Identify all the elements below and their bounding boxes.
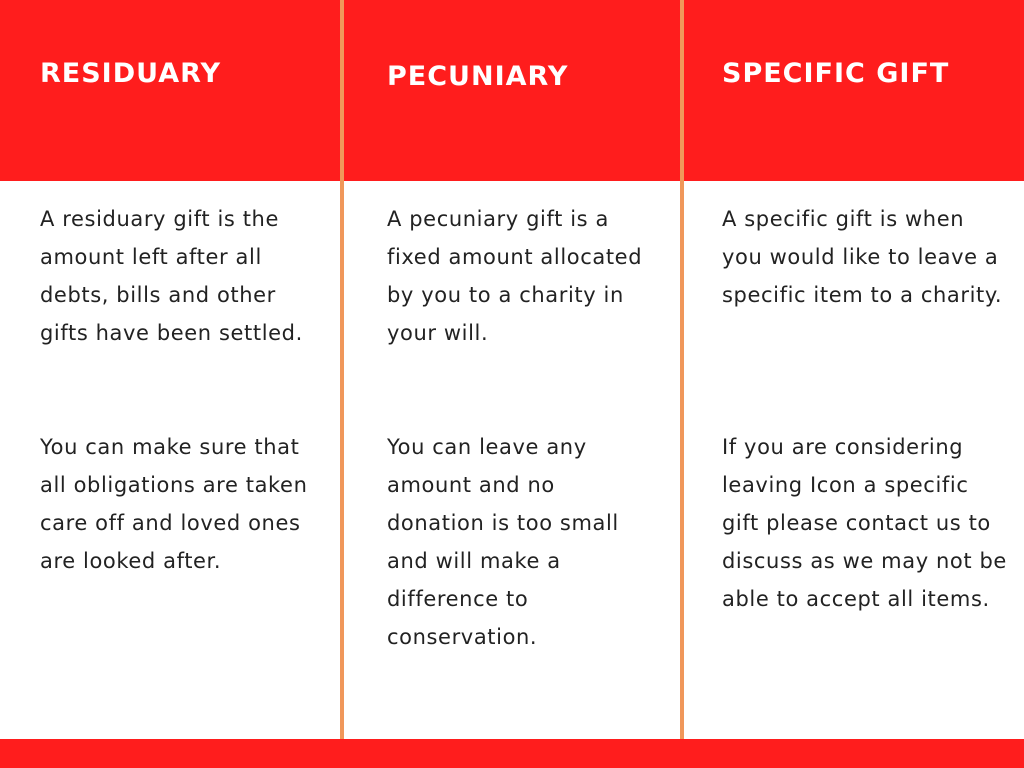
column-paragraph: A specific gift is when you would like to leave a specific item to a charity.: [722, 207, 1003, 307]
column-title: SPECIFIC GIFT: [722, 58, 950, 89]
column-paragraph: A residuary gift is the amount left after all debts, bills and other gifts have been settled.: [40, 207, 303, 345]
column-divider: [680, 0, 684, 739]
column-title: RESIDUARY: [40, 58, 221, 89]
column-divider: [340, 0, 344, 739]
column-title: PECUNIARY: [387, 61, 569, 92]
column-paragraph: A pecuniary gift is a fixed amount allocated by you to a charity in your will.: [387, 207, 643, 345]
column-paragraph: If you are considering leaving Icon a specific gift please contact us to discuss as we may not be able to accept all items.: [722, 435, 1007, 611]
footer-band: [0, 739, 1024, 768]
column-paragraph: You can make sure that all obligations are taken care off and loved ones are looked after.: [40, 435, 308, 573]
column-paragraph: You can leave any amount and no donation is too small and will make a difference to conservation.: [387, 435, 619, 649]
